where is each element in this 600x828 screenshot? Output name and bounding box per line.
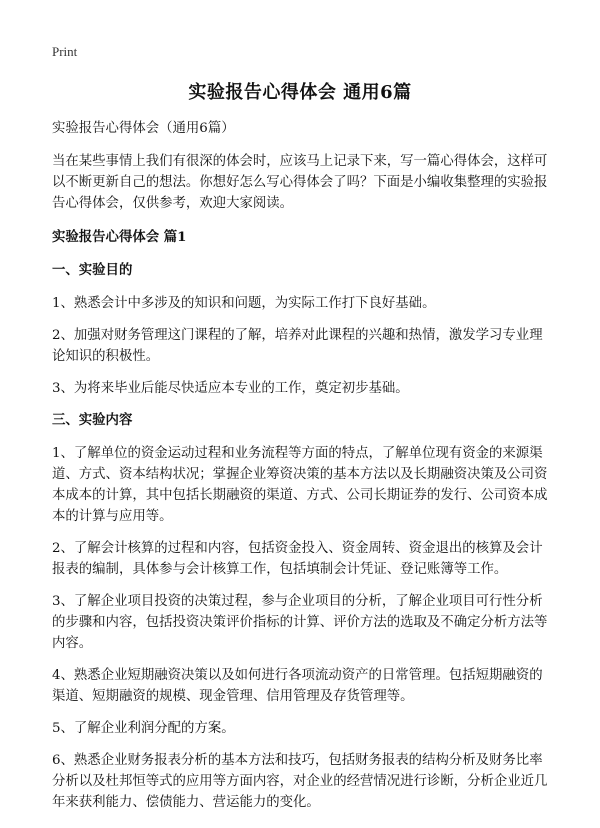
section-heading-purpose: 一、实验目的 <box>52 262 133 278</box>
print-link[interactable]: Print <box>52 44 78 59</box>
article-body <box>52 118 549 824</box>
section-heading-content: 三、实验内容 <box>52 412 133 428</box>
list-item: 4、熟悉企业短期融资决策以及如何进行各项流动资产的日常管理。包括短期融资的渠道、短期融资的规模、现金管理、信用管理及存货管理等。 <box>52 668 543 704</box>
intro-paragraph: 当在某些事情上我们有很深的体会时，应该马上记录下来，写一篇心得体会，这样可以不断更新自己的想法。你想好怎么写心得体会了吗？下面是小编收集整理的实验报告心得体会，仅供参考，欢迎大家阅读。 <box>52 154 548 211</box>
list-item: 1、了解单位的资金运动过程和业务流程等方面的特点，了解单位现有资金的来源渠道、方式、资本结构状况；掌握企业筹资决策的基本方法以及长期融资决策及公司资本成本的计算，其中包括长期融资的渠道、方式、公司长期证券的发行、公司资本成本的计算与应用等。 <box>52 446 548 524</box>
list-item: 2、加强对财务管理这门课程的了解，培养对此课程的兴趣和热情，激发学习专业理论知识的积极性。 <box>52 328 543 364</box>
list-item: 2、了解会计核算的过程和内容，包括资金投入、资金周转、资金退出的核算及会计报表的编制，具体参与会计核算工作，包括填制会计凭证、登记账簿等工作。 <box>52 541 543 577</box>
list-item: 1、熟悉会计中多涉及的知识和问题，为实际工作打下良好基础。 <box>52 296 436 311</box>
article-subtitle: 实验报告心得体会（通用6篇） <box>52 121 235 136</box>
part-heading: 实验报告心得体会 篇1 <box>52 229 187 245</box>
list-item: 5、了解企业利润分配的方案。 <box>52 721 235 736</box>
list-item: 3、为将来毕业后能尽快适应本专业的工作，奠定初步基础。 <box>52 381 409 396</box>
list-item: 3、了解企业项目投资的决策过程，参与企业项目的分析，了解企业项目可行性分析的步骤和内容，包括投资决策评价指标的计算、评价方法的选取及不确定分析方法等内容。 <box>52 594 548 651</box>
page-title: 实验报告心得体会 通用6篇 <box>188 82 412 103</box>
list-item: 6、熟悉企业财务报表分析的基本方法和技巧，包括财务报表的结构分析及财务比率分析以及杜邦恒等式的应用等方面内容，对企业的经营情况进行诊断，分析企业近几年来获利能力、偿债能力、营运能力的变化。 <box>52 753 548 810</box>
